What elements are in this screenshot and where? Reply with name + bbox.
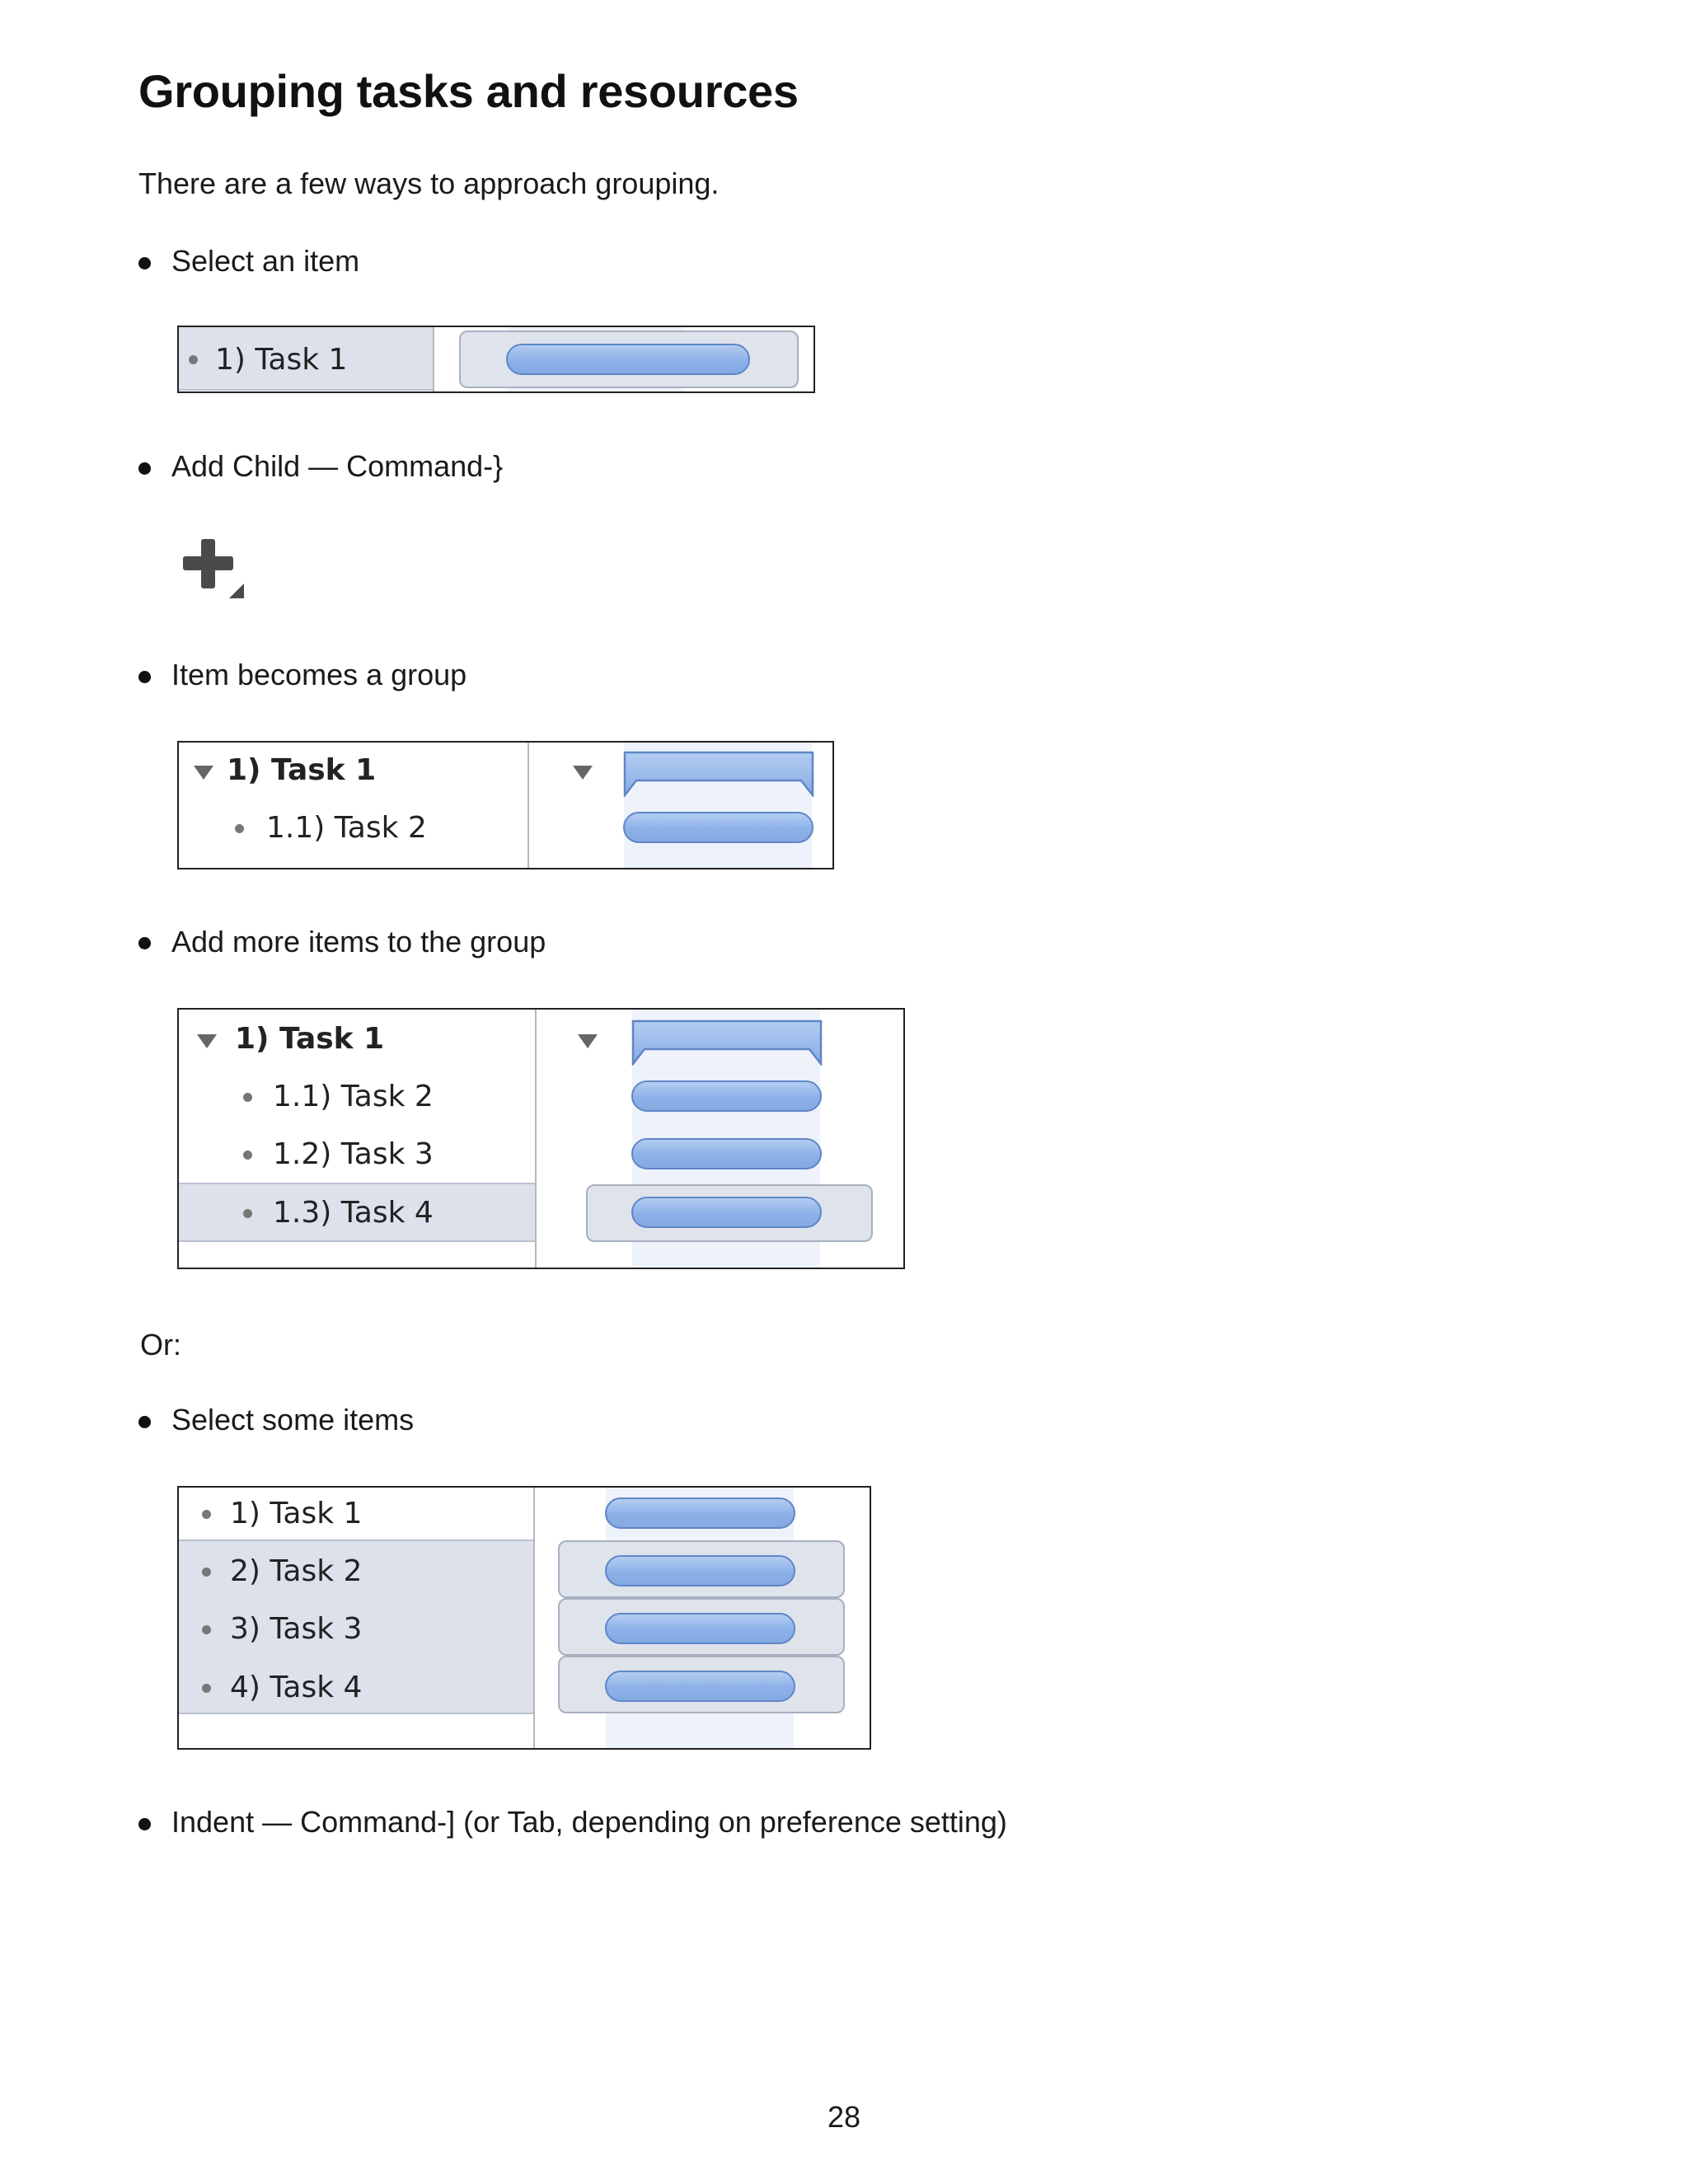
gantt-task-bar <box>623 812 814 843</box>
step-add-more: Add more items to the group <box>171 925 546 958</box>
or-text: Or: <box>140 1328 181 1361</box>
task-row-label: 4) Task 4 <box>230 1671 363 1704</box>
intro-text: There are a few ways to approach grouping. <box>138 166 720 200</box>
bullet-dot <box>189 355 198 364</box>
bullet-dot <box>202 1568 211 1577</box>
bullet-dot <box>243 1151 252 1160</box>
task-row-label: 1.2) Task 3 <box>273 1137 434 1171</box>
disclosure-triangle-icon <box>573 766 593 780</box>
gantt-task-bar <box>605 1613 795 1644</box>
disclosure-triangle-icon <box>197 1034 217 1048</box>
task-row-label: 2) Task 2 <box>230 1554 363 1588</box>
step-select-item: Select an item <box>171 244 360 278</box>
gantt-task-bar <box>506 344 750 375</box>
bullet <box>138 1818 151 1830</box>
bullet <box>138 257 151 269</box>
screenshot-group-more <box>177 1008 905 1269</box>
page-number: 28 <box>827 2100 861 2134</box>
task-row-label: 1) Task 1 <box>230 1497 363 1530</box>
step-add-child: Add Child — Command-} <box>171 449 504 483</box>
bullet-dot <box>243 1209 252 1218</box>
bullet-dot <box>235 824 244 833</box>
gantt-task-bar <box>631 1080 822 1112</box>
group-summary-bar <box>631 1019 823 1066</box>
task-row-label: 1.3) Task 4 <box>273 1196 434 1230</box>
bullet <box>138 462 151 475</box>
bullet-dot <box>243 1093 252 1102</box>
task-row-label: 3) Task 3 <box>230 1612 363 1646</box>
gantt-task-bar <box>631 1197 822 1228</box>
bullet <box>138 671 151 683</box>
screenshot-select-some <box>177 1486 871 1750</box>
step-indent: Indent — Command-] (or Tab, depending on preference setting) <box>171 1805 1007 1839</box>
task-row-label: 1.1) Task 2 <box>266 811 427 845</box>
screenshot-select-item <box>177 326 815 393</box>
task-row-label: 1) Task 1 <box>215 343 348 377</box>
group-row-label: 1) Task 1 <box>235 1022 385 1056</box>
step-select-some: Select some items <box>171 1403 415 1436</box>
bullet-dot <box>202 1510 211 1519</box>
task-row-label: 1.1) Task 2 <box>273 1080 434 1113</box>
bullet-dot <box>202 1684 211 1693</box>
gantt-task-bar <box>605 1555 795 1586</box>
screenshot-group <box>177 741 834 869</box>
group-row-label: 1) Task 1 <box>227 753 377 787</box>
disclosure-triangle-icon <box>578 1034 598 1048</box>
gantt-task-bar <box>605 1671 795 1702</box>
page-title: Grouping tasks and resources <box>138 65 799 117</box>
bullet <box>138 1416 151 1428</box>
disclosure-triangle-icon <box>194 766 213 780</box>
group-summary-bar <box>623 751 814 797</box>
bullet <box>138 937 151 949</box>
gantt-task-bar <box>631 1138 822 1169</box>
step-becomes-group: Item becomes a group <box>171 658 467 691</box>
bullet-dot <box>202 1625 211 1634</box>
plus-icon <box>183 537 246 600</box>
gantt-task-bar <box>605 1497 795 1529</box>
